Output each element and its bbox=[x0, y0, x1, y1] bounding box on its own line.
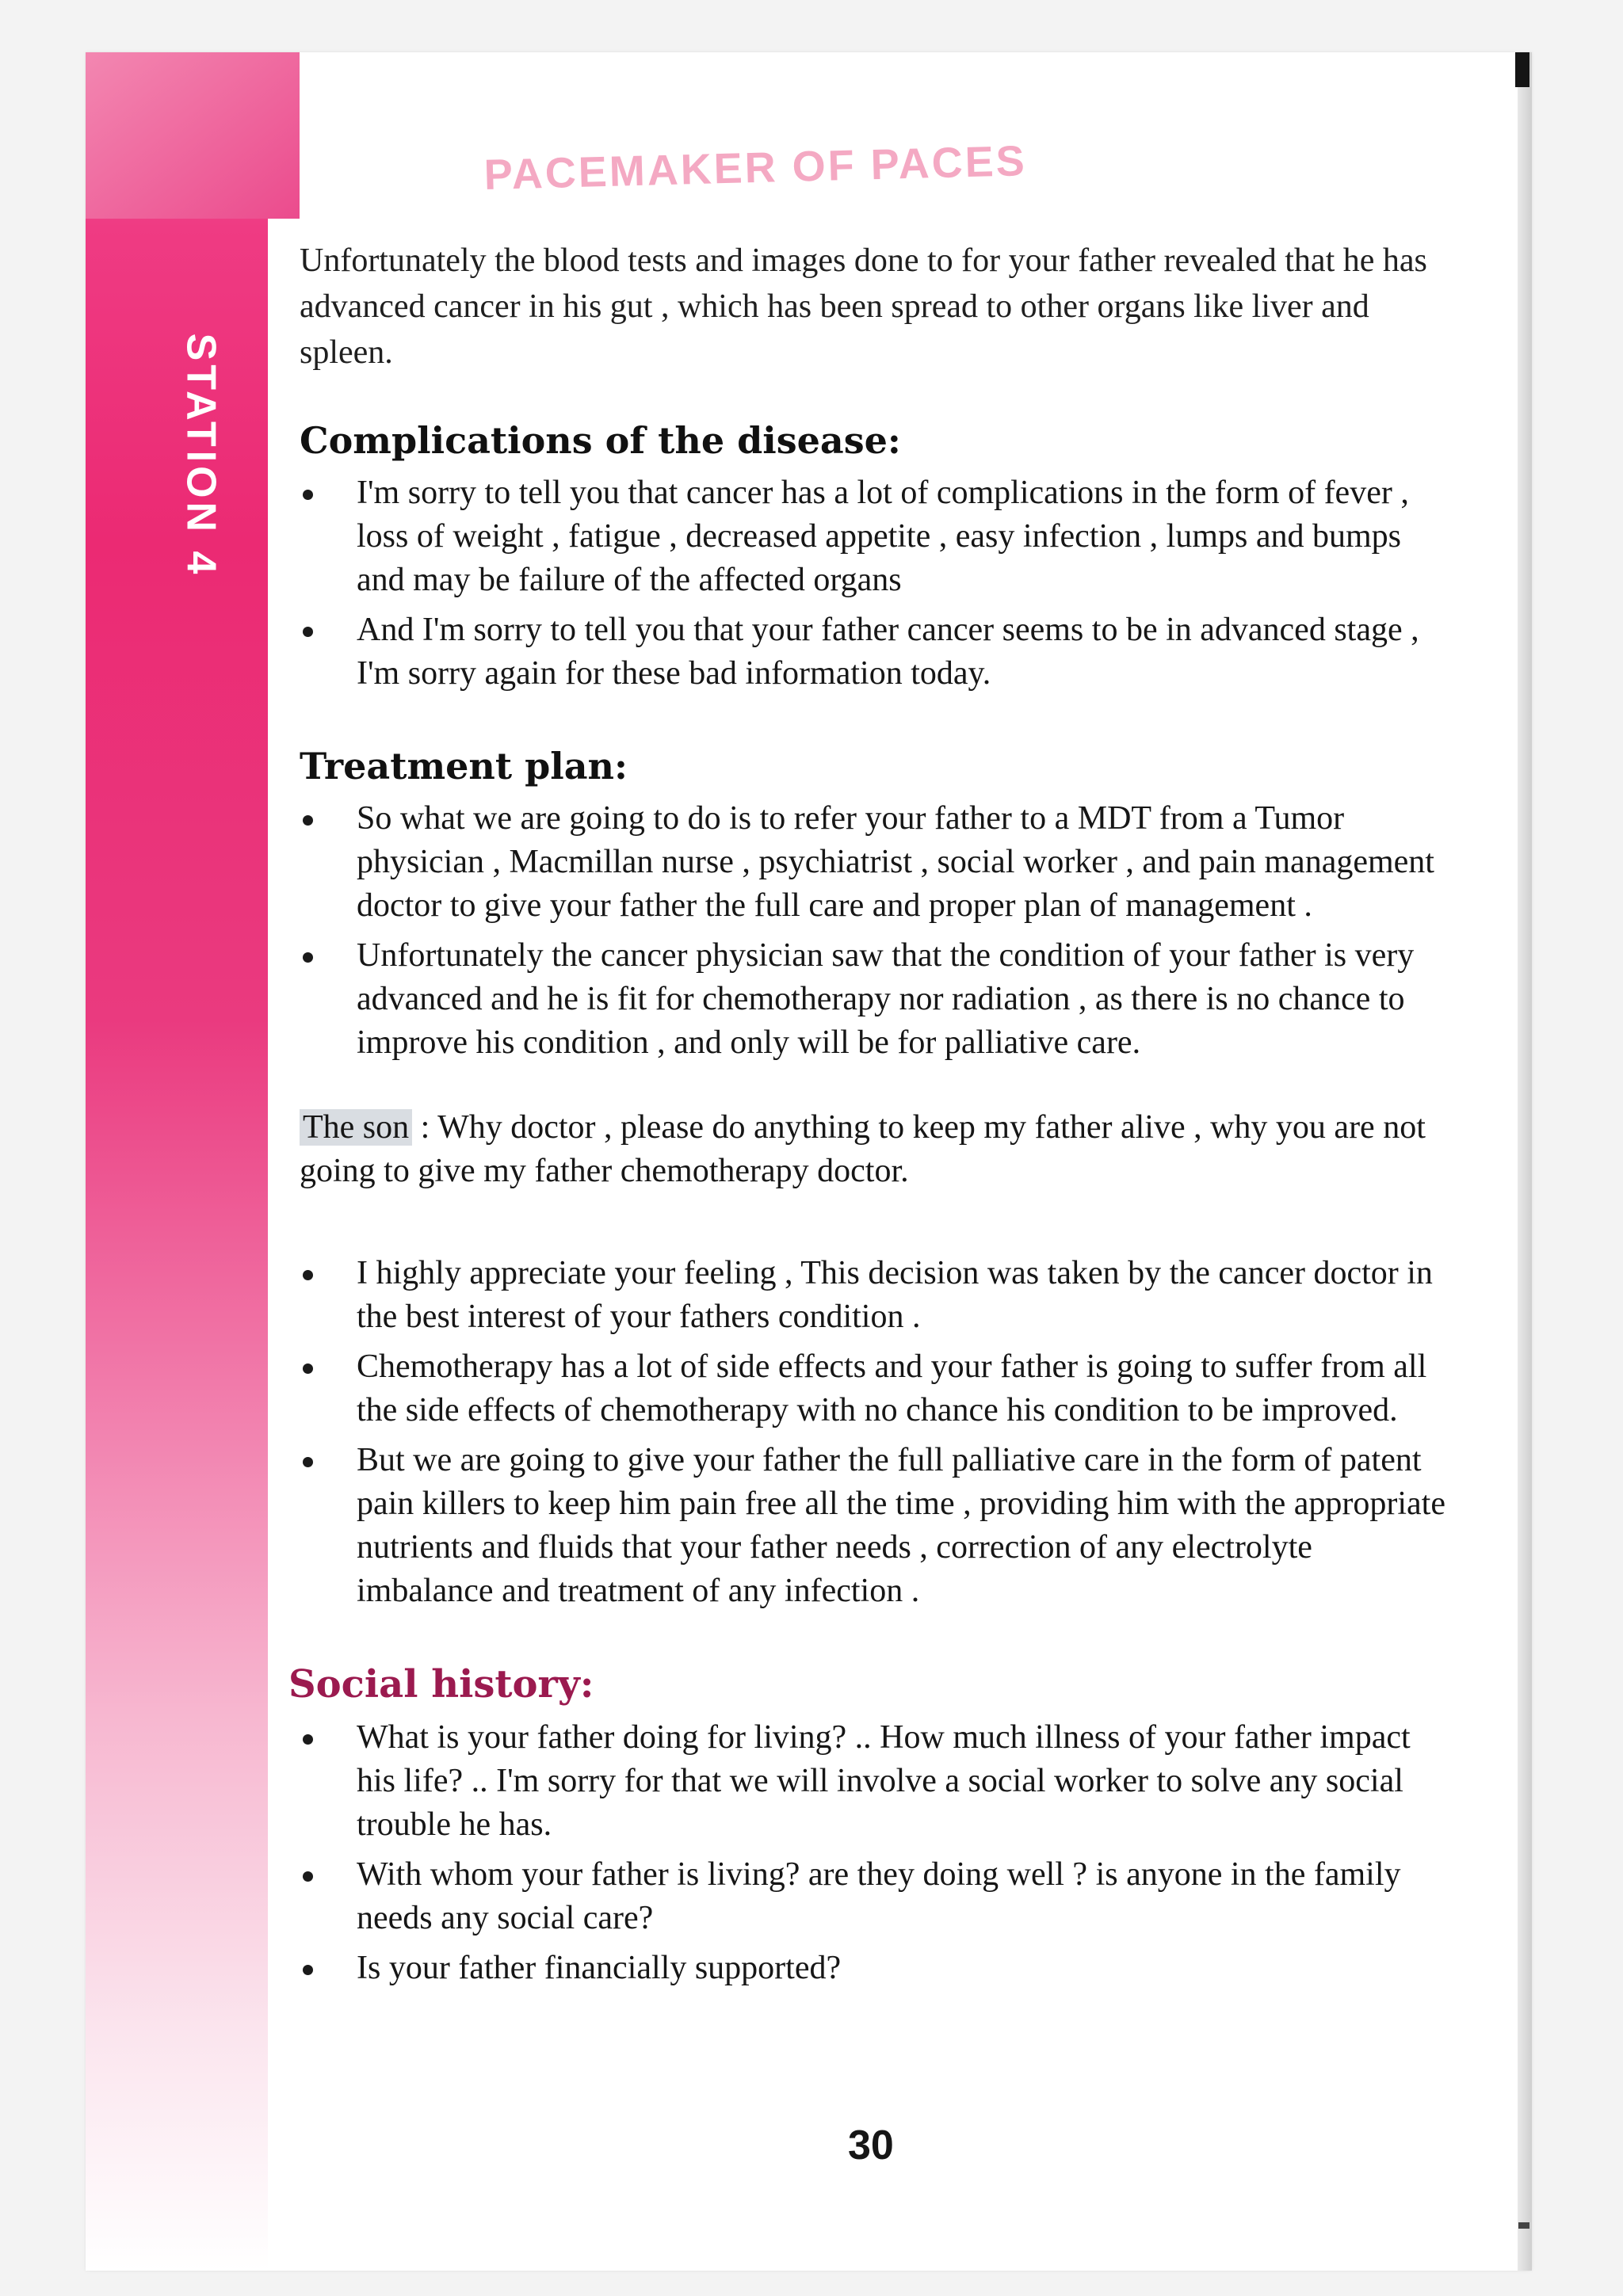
complications-heading: Complications of the disease: bbox=[300, 419, 901, 462]
list-item bbox=[300, 797, 1457, 928]
page-header-title: PACEMAKER OF PACES bbox=[483, 137, 1028, 199]
list-item bbox=[300, 608, 1457, 696]
station-label-container bbox=[173, 277, 228, 634]
list-item-text: I highly appreciate your feeling , This decision was taken by the cancer doctor in the best interest of your fathers condition . bbox=[357, 1255, 1433, 1335]
bullet-icon bbox=[303, 627, 313, 637]
complications-list bbox=[300, 471, 1457, 696]
bullet-icon bbox=[303, 815, 313, 826]
bullet-icon bbox=[303, 1965, 313, 1975]
bullet-icon bbox=[303, 490, 313, 500]
page-number: 30 bbox=[848, 2122, 894, 2168]
bullet-icon bbox=[303, 1871, 313, 1882]
bullet-icon bbox=[303, 952, 313, 963]
list-item-text: And I'm sorry to tell you that your father cancer seems to be in advanced stage , I'm sorry again for these bad information today. bbox=[357, 612, 1419, 692]
page-corner-mark bbox=[1515, 52, 1529, 87]
treatment-list bbox=[300, 797, 1457, 1065]
bullet-icon bbox=[303, 1270, 313, 1280]
son-dialog bbox=[300, 1106, 1457, 1193]
list-item-text: But we are going to give your father the full palliative care in the form of patent pain killers to keep him pain free all the time , providing him with the appropriate nutrients and fluids that your father needs , correction of any electrolyte imbalance and treatment of any infection . bbox=[357, 1442, 1445, 1609]
social-history-list bbox=[300, 1716, 1457, 1990]
treatment-heading: Treatment plan: bbox=[300, 745, 628, 788]
sidebar-top-block bbox=[86, 52, 300, 219]
bullet-icon bbox=[303, 1363, 313, 1374]
list-item bbox=[300, 1345, 1457, 1432]
response-list bbox=[300, 1252, 1457, 1613]
list-item-text: Chemotherapy has a lot of side effects and your father is going to suffer from all the side effects of chemotherapy with no chance his condition to be improved. bbox=[357, 1348, 1427, 1428]
speaker-separator: : bbox=[412, 1109, 438, 1146]
page-bottom-mark bbox=[1518, 2222, 1529, 2229]
list-item bbox=[300, 1853, 1457, 1940]
intro-text: Unfortunately the blood tests and images done to for your father revealed that he has advanced cancer in his gut , which has been spread to other organs like liver and spleen. bbox=[300, 242, 1427, 371]
list-item-text: I'm sorry to tell you that cancer has a lot of complications in the form of fever , loss of weight , fatigue , decreased appetite , easy infection , lumps and bumps and may be failure of the affected organs bbox=[357, 475, 1409, 598]
list-item bbox=[300, 934, 1457, 1065]
page-edge-shadow bbox=[1518, 52, 1532, 2271]
station-label: STATION 4 bbox=[178, 333, 224, 578]
bullet-icon bbox=[303, 1457, 313, 1467]
list-item bbox=[300, 1716, 1457, 1847]
list-item-text: Unfortunately the cancer physician saw that the condition of your father is very advanced and he is fit for chemotherapy nor radiation , as there is no chance to improve his condition , and only will be for palliative care. bbox=[357, 937, 1415, 1061]
list-item bbox=[300, 1947, 1457, 1990]
list-item bbox=[300, 1252, 1457, 1339]
speaker-label: The son bbox=[300, 1109, 412, 1146]
page-content bbox=[288, 238, 1457, 2039]
list-item bbox=[300, 1439, 1457, 1613]
bullet-icon bbox=[303, 1734, 313, 1745]
list-item-text: Is your father financially supported? bbox=[357, 1950, 842, 1986]
intro-paragraph bbox=[300, 238, 1457, 376]
list-item-text: So what we are going to do is to refer your father to a MDT from a Tumor physician , Macmillan nurse , psychiatrist , social worker , and pain management doctor to give your father the full care and proper plan of management . bbox=[357, 800, 1434, 924]
list-item-text: What is your father doing for living? .. How much illness of your father impact his life? .. I'm sorry for that we will involve a social worker to solve any social trouble he has. bbox=[357, 1719, 1411, 1843]
list-item-text: With whom your father is living? are they doing well ? is anyone in the family needs any social care? bbox=[357, 1856, 1401, 1936]
list-item bbox=[300, 471, 1457, 602]
social-history-heading: Social history: bbox=[288, 1662, 594, 1707]
dialog-text: Why doctor , please do anything to keep my father alive , why you are not going to give my father chemotherapy doctor. bbox=[300, 1109, 1426, 1189]
